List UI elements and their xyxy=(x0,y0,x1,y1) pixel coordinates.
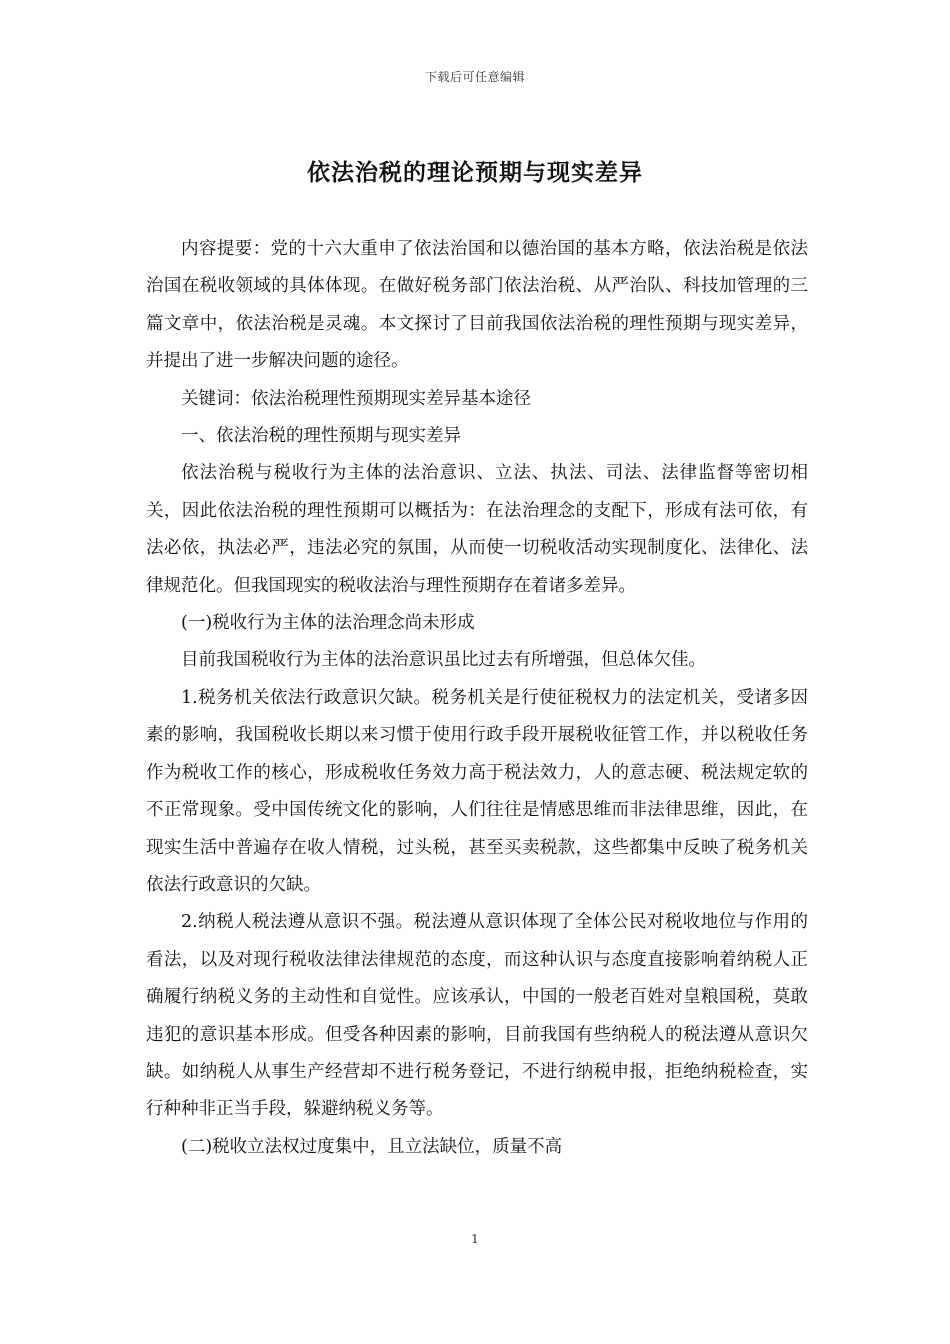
page-header: 下载后可任意编辑 xyxy=(424,70,525,84)
paragraph: 目前我国税收行为主体的法治意识虽比过去有所增强，但总体欠佳。 xyxy=(181,650,706,671)
subsection-heading-2: (二)税收立法权过度集中，且立法缺位，质量不高 xyxy=(181,1136,563,1157)
paragraph: 依法治税与税收行为主体的法治意识、立法、执法、司法、法律监督等密切相关，因此依法治税的理性预期可以概括为：在法治理念的支配下，形成有法可依，有法必依，执法必严，违法必究的氛围，从而使一切税收活动实现制度化、法律化、法律规范化。但我国现实的税收法治与理性预期存在着诸多差异。 xyxy=(146,463,808,596)
paragraph-abstract: 内容提要：党的十六大重申了依法治国和以德治国的基本方略，依法治税是依法治国在税收领域的具体体现。在做好税务部门依法治税、从严治队、科技加管理的三篇文章中，依法治税是灵魂。本文探讨了目前我国依法治税的理性预期与现实差异，并提出了进一步解决问题的途径。 xyxy=(146,239,808,372)
subsection-heading-1: (一)税收行为主体的法治理念尚未形成 xyxy=(181,613,475,634)
paragraph: 1.税务机关依法行政意识欠缺。税务机关是行使征税权力的法定机关，受诸多因素的影响，我国税收长期以来习惯于使用行政手段开展税收征管工作，并以税收任务作为税收工作的核心，形成税收任务效力高于税法效力，人的意志硬、税法规定软的不正常现象。受中国传统文化的影响，人们往往是情感思维而非法律思维，因此，在现实生活中普遍存在收人情税，过头税，甚至买卖税款，这些都集中反映了税务机关依法行政意识的欠缺。 xyxy=(146,687,808,895)
section-heading-1: 一、依法治税的理性预期与现实差异 xyxy=(181,426,461,447)
page-number: 1 xyxy=(471,1232,479,1246)
document-title: 依法治税的理论预期与现实差异 xyxy=(307,159,643,186)
document-body xyxy=(146,231,808,1166)
paragraph: 2.纳税人税法遵从意识不强。税法遵从意识体现了全体公民对税收地位与作用的看法，以及对现行税收法律法律规范的态度，而这种认识与态度直接影响着纳税人正确履行纳税义务的主动性和自觉性。应该承认，中国的一般老百姓对皇粮国税，莫敢违犯的意识基本形成。但受各种因素的影响，目前我国有些纳税人的税法遵从意识欠缺。如纳税人从事生产经营却不进行税务登记，不进行纳税申报，拒绝纳税检查，实行种种非正当手段，躲避纳税义务等。 xyxy=(146,912,808,1120)
paragraph-keywords: 关键词：依法治税理性预期现实差异基本途径 xyxy=(181,388,531,409)
